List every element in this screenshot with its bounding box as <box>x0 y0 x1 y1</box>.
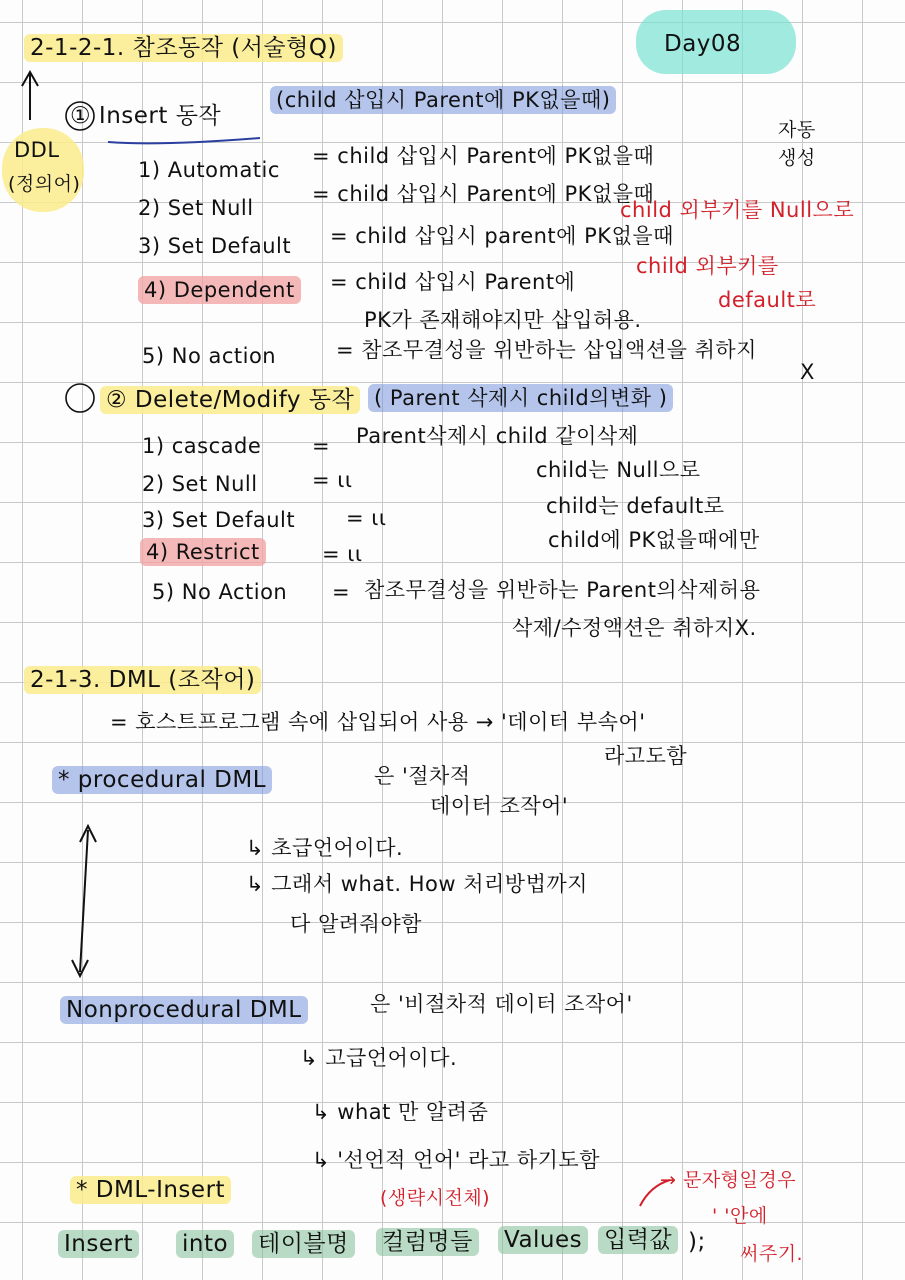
dml-insert-note: (생략시전체) <box>380 1187 491 1209</box>
insert-item-desc: = 참조무결성을 위반하는 삽입액션을 취하지 <box>336 338 757 362</box>
delete-item-desc: 삭제/수정액션은 취하지X. <box>512 616 757 640</box>
delete-item-label: 1) cascade <box>142 434 262 458</box>
ddl-label: DDL <box>14 138 60 162</box>
delete-item-label: 4) Restrict <box>140 538 266 566</box>
insert-heading-note: (child 삽입시 Parent에 PK없을때) <box>270 86 616 114</box>
delete-item-desc: 참조무결성을 위반하는 Parent의삭제허용 <box>364 578 761 602</box>
string-note-2: ' '안에 <box>712 1205 768 1227</box>
procedural-sub-3: 다 알려줘야함 <box>290 912 422 936</box>
section-title: 2-1-2-1. 참조동작 (서술형Q) <box>24 34 343 62</box>
delete-item-label: 5) No Action <box>152 580 288 604</box>
syntax-input-values: 입력값 <box>598 1226 678 1254</box>
insert-item-desc: = child 삽입시 Parent에 <box>330 270 576 294</box>
insert-item-desc: PK가 존재해야지만 삽입허용. <box>364 308 642 332</box>
delete-item-desc: Parent삭제시 child 같이삭제 <box>356 424 639 448</box>
dml-line1b: 라고도함 <box>604 744 688 768</box>
dml-insert-tag: * DML-Insert <box>70 1176 231 1204</box>
procedural-sub-2: ↳ 그래서 what. How 처리방법까지 <box>246 872 588 896</box>
nonprocedural-sub-1: ↳ 고급언어이다. <box>300 1046 458 1070</box>
delete-item-eq: = ιι <box>312 468 353 492</box>
delete-item-label: 2) Set Null <box>142 472 258 496</box>
double-arrow-line <box>80 830 88 972</box>
syntax-insert: Insert <box>58 1230 139 1258</box>
procedural-tag: * procedural DML <box>52 766 272 794</box>
nonprocedural-text: 은 '비절차적 데이터 조작어' <box>370 992 633 1016</box>
nonprocedural-sub-2: ↳ what 만 알려줌 <box>312 1100 489 1124</box>
dml-heading: 2-1-3. DML (조작어) <box>24 666 261 694</box>
syntax-into: into <box>176 1230 234 1258</box>
circle-two <box>66 384 94 412</box>
delete-item-eq: = ιι <box>346 506 387 530</box>
delete-item-desc: child는 default로 <box>546 494 725 518</box>
delete-item-desc: child는 Null으로 <box>536 458 701 482</box>
delete-item-eq: = ιι <box>322 542 363 566</box>
delete-item-label: 3) Set Default <box>142 508 296 532</box>
insert-item-desc: = child 삽입시 Parent에 PK없을때 <box>312 182 655 206</box>
syntax-table-name: 테이블명 <box>252 1230 355 1258</box>
string-note-3: 써주기. <box>740 1243 804 1265</box>
setdefault-note-1: child 외부키를 <box>636 254 779 278</box>
syntax-close: ); <box>688 1229 706 1255</box>
delete-item-desc: child에 PK없을때에만 <box>548 528 760 552</box>
procedural-sub-1: ↳ 초급언어이다. <box>246 836 404 860</box>
delete-heading: ② Delete/Modify 동작 <box>100 386 360 414</box>
delete-item-eq: = <box>332 580 351 604</box>
procedural-text: 은 '절차적 <box>374 764 471 788</box>
insert-item-label: 3) Set Default <box>138 234 292 258</box>
noaction-x-mark: X <box>800 360 815 384</box>
dml-line1: = 호스트프로그램 속에 삽입되어 사용 → '데이터 부속어' <box>110 710 646 734</box>
ddl-sublabel: (정의어) <box>8 173 81 195</box>
insert-item-label: 5) No action <box>142 344 277 368</box>
procedural-text-2: 데이터 조작어' <box>430 794 569 818</box>
nonprocedural-tag: Nonprocedural DML <box>60 996 308 1024</box>
delete-item-eq: = <box>312 434 331 458</box>
insert-heading: ① Insert 동작 <box>70 103 222 129</box>
insert-item-desc: = child 삽입시 parent에 PK없을때 <box>330 224 674 248</box>
insert-item-label: 2) Set Null <box>138 196 254 220</box>
syntax-column-names: 컬럼명들 <box>376 1228 479 1256</box>
insert-item-desc: = child 삽입시 Parent에 PK없을때 <box>312 144 655 168</box>
insert-underline <box>108 138 260 143</box>
insert-item-label: 1) Automatic <box>138 158 280 182</box>
syntax-values: Values <box>498 1226 588 1254</box>
setnull-note: child 외부키를 Null으로 <box>620 198 855 222</box>
delete-heading-note: ( Parent 삭제시 child의변화 ) <box>368 384 673 412</box>
string-note: → 문자형일경우 <box>660 1169 797 1191</box>
setdefault-note-2: default로 <box>718 288 817 312</box>
day-label: Day08 <box>664 31 742 57</box>
insert-item-label: 4) Dependent <box>138 276 301 304</box>
auto-note: 자동 생성 <box>778 119 816 169</box>
nonprocedural-sub-3: ↳ '선언적 언어' 라고 하기도함 <box>312 1148 600 1172</box>
